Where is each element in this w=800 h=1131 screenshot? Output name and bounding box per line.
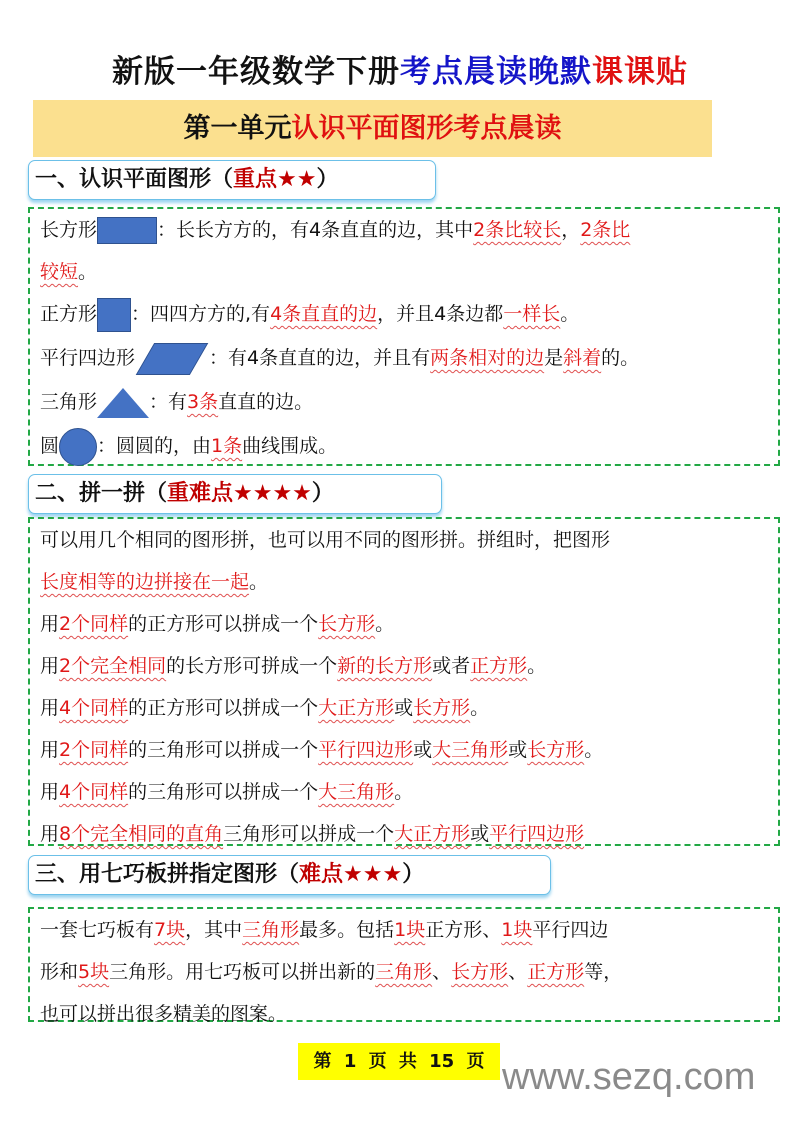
heading-text: 一、认识平面图形（: [35, 167, 234, 192]
heading-tag: 重难点★★★★: [167, 481, 312, 506]
body-text: 长方形: [40, 219, 98, 241]
body-text: 。: [249, 571, 269, 593]
body-text: 的正方形可以拼成一个: [128, 697, 319, 719]
content-line: [40, 337, 768, 381]
unit-label: 第一单元: [183, 113, 292, 144]
key-point-text: 三角形: [242, 919, 300, 941]
heading-close: ）: [316, 167, 339, 192]
body-text: 。: [470, 697, 490, 719]
body-text: 。: [584, 739, 604, 761]
body-text: ：有: [149, 391, 188, 413]
key-point-text: 大正方形: [318, 697, 395, 719]
content-line: [40, 561, 768, 603]
key-point-text: 三角形: [375, 961, 433, 983]
key-point-text: 5块: [78, 961, 110, 983]
body-text: ，: [561, 219, 581, 241]
watermark: www.sezq.com: [502, 1056, 756, 1098]
content-line: [40, 687, 768, 729]
content-line: [40, 293, 768, 337]
body-text: 或: [508, 739, 528, 761]
key-point-text: 1块: [501, 919, 533, 941]
content-line: [40, 603, 768, 645]
body-text: ：长长方方的，有4条直直的边，其中: [157, 219, 474, 241]
key-point-text: 4个同样: [59, 781, 129, 803]
body-text: 用: [40, 739, 60, 761]
key-point-text: 2个同样: [59, 739, 129, 761]
body-text: 。: [78, 261, 98, 283]
body-text: 的长方形可拼成一个: [166, 655, 338, 677]
body-text: 的。: [601, 347, 640, 369]
key-point-text: 1块: [394, 919, 426, 941]
body-text: 的三角形可以拼成一个: [128, 739, 319, 761]
unit-title: 认识平面图形考点晨读: [291, 113, 562, 144]
key-point-text: 4条直直的边: [270, 303, 378, 325]
key-point-text: 大三角形: [318, 781, 395, 803]
square-shape-icon: [97, 298, 131, 332]
body-text: ：四四方方的,有: [131, 303, 271, 325]
rect-shape-icon: [97, 217, 157, 244]
heading-text: 三、用七巧板拼指定图形（: [35, 862, 300, 887]
body-text: ：有4条直直的边，并且有: [209, 347, 431, 369]
body-text: 用: [40, 781, 60, 803]
title-part-2: 考点晨读晚默: [400, 54, 592, 90]
key-point-text: 2条比: [580, 219, 631, 241]
body-text: 圆: [40, 435, 60, 457]
key-point-text: 4个同样: [59, 697, 129, 719]
key-point-text: 长方形: [451, 961, 509, 983]
content-line: [40, 993, 768, 1035]
section-heading-3: [28, 855, 551, 895]
body-text: 直直的边。: [218, 391, 314, 413]
key-point-text: 平行四边形: [489, 823, 585, 845]
key-point-text: 大三角形: [432, 739, 509, 761]
key-point-text: 1条: [211, 435, 243, 457]
body-text: 形和: [40, 961, 79, 983]
section-heading-2: [28, 474, 442, 514]
body-text: 一套七巧板有: [40, 919, 155, 941]
key-point-text: 长方形: [413, 697, 471, 719]
body-text: 三角形可以拼成一个: [223, 823, 395, 845]
content-line: [40, 771, 768, 813]
key-point-text: 长度相等的边拼接在一起: [40, 571, 250, 593]
content-line: [40, 645, 768, 687]
key-point-text: 2个完全相同: [59, 655, 167, 677]
key-point-text: 长方形: [527, 739, 585, 761]
body-text: 用: [40, 613, 60, 635]
content-line: [40, 251, 768, 293]
key-point-text: 3条: [187, 391, 219, 413]
key-point-text: 正方形: [527, 961, 585, 983]
section-heading-1: [28, 160, 436, 200]
heading-tag: 重点★★: [233, 167, 317, 192]
key-point-text: 斜着: [563, 347, 602, 369]
body-text: 正方形: [40, 303, 98, 325]
key-point-text: 正方形: [470, 655, 528, 677]
body-text: 曲线围成。: [242, 435, 338, 457]
circle-shape-icon: [59, 428, 97, 466]
body-text: 也可以拼出很多精美的图案。: [40, 1003, 288, 1025]
body-text: 。: [394, 781, 414, 803]
body-text: 。: [560, 303, 580, 325]
heading-close: ）: [402, 862, 425, 887]
content-line: [40, 381, 768, 425]
key-point-text: 一样长: [503, 303, 561, 325]
body-text: 平行四边: [532, 919, 609, 941]
body-text: 平行四边形: [40, 347, 136, 369]
page-number: 第 1 页 共 15 页: [298, 1043, 500, 1080]
body-text: 的三角形可以拼成一个: [128, 781, 319, 803]
body-text: 或: [394, 697, 414, 719]
body-text: 。: [375, 613, 395, 635]
body-text: 是: [544, 347, 564, 369]
content-line: [40, 729, 768, 771]
content-line: [40, 909, 768, 951]
unit-banner: [33, 100, 712, 157]
body-text: 等，: [584, 961, 623, 983]
section-content-1: [28, 207, 780, 466]
key-point-text: 两条相对的边: [430, 347, 545, 369]
body-text: 的正方形可以拼成一个: [128, 613, 319, 635]
body-text: 可以用几个相同的图形拼，也可以用不同的图形拼。拼组时，把图形: [40, 529, 611, 551]
content-line: [40, 813, 768, 855]
body-text: ，其中: [185, 919, 243, 941]
key-point-text: 大正方形: [394, 823, 471, 845]
heading-text: 二、拼一拼（: [35, 481, 168, 506]
content-line: [40, 425, 768, 469]
body-text: 、: [432, 961, 452, 983]
body-text: 最多。包括: [299, 919, 395, 941]
para-shape-icon: [136, 343, 208, 375]
body-text: 或者: [432, 655, 471, 677]
body-text: 用: [40, 823, 60, 845]
content-line: [40, 951, 768, 993]
key-point-text: 较短: [40, 261, 79, 283]
key-point-text: 新的长方形: [337, 655, 433, 677]
title-part-1: 新版一年级数学下册: [112, 54, 400, 90]
body-text: 用: [40, 655, 60, 677]
document-title: [0, 46, 800, 91]
body-text: 正方形、: [425, 919, 502, 941]
body-text: 三角形。用七巧板可以拼出新的: [109, 961, 376, 983]
key-point-text: 2条比较长: [473, 219, 562, 241]
content-line: [40, 209, 768, 251]
body-text: 三角形: [40, 391, 98, 413]
body-text: ：圆圆的，由: [97, 435, 212, 457]
key-point-text: 8个完全相同的直角: [59, 823, 224, 845]
body-text: 、: [508, 961, 528, 983]
key-point-text: 7块: [154, 919, 186, 941]
body-text: 或: [413, 739, 433, 761]
heading-tag: 难点★★★: [299, 862, 403, 887]
section-content-2: [28, 517, 780, 846]
content-line: [40, 519, 768, 561]
key-point-text: 2个同样: [59, 613, 129, 635]
heading-close: ）: [311, 481, 334, 506]
body-text: 或: [470, 823, 490, 845]
section-content-3: [28, 907, 780, 1025]
tri-shape-icon: [97, 388, 149, 418]
body-text: ，并且4条边都: [377, 303, 504, 325]
key-point-text: 平行四边形: [318, 739, 414, 761]
key-point-text: 长方形: [318, 613, 376, 635]
body-text: 用: [40, 697, 60, 719]
body-text: 。: [527, 655, 547, 677]
title-part-3: 课课贴: [592, 54, 688, 90]
